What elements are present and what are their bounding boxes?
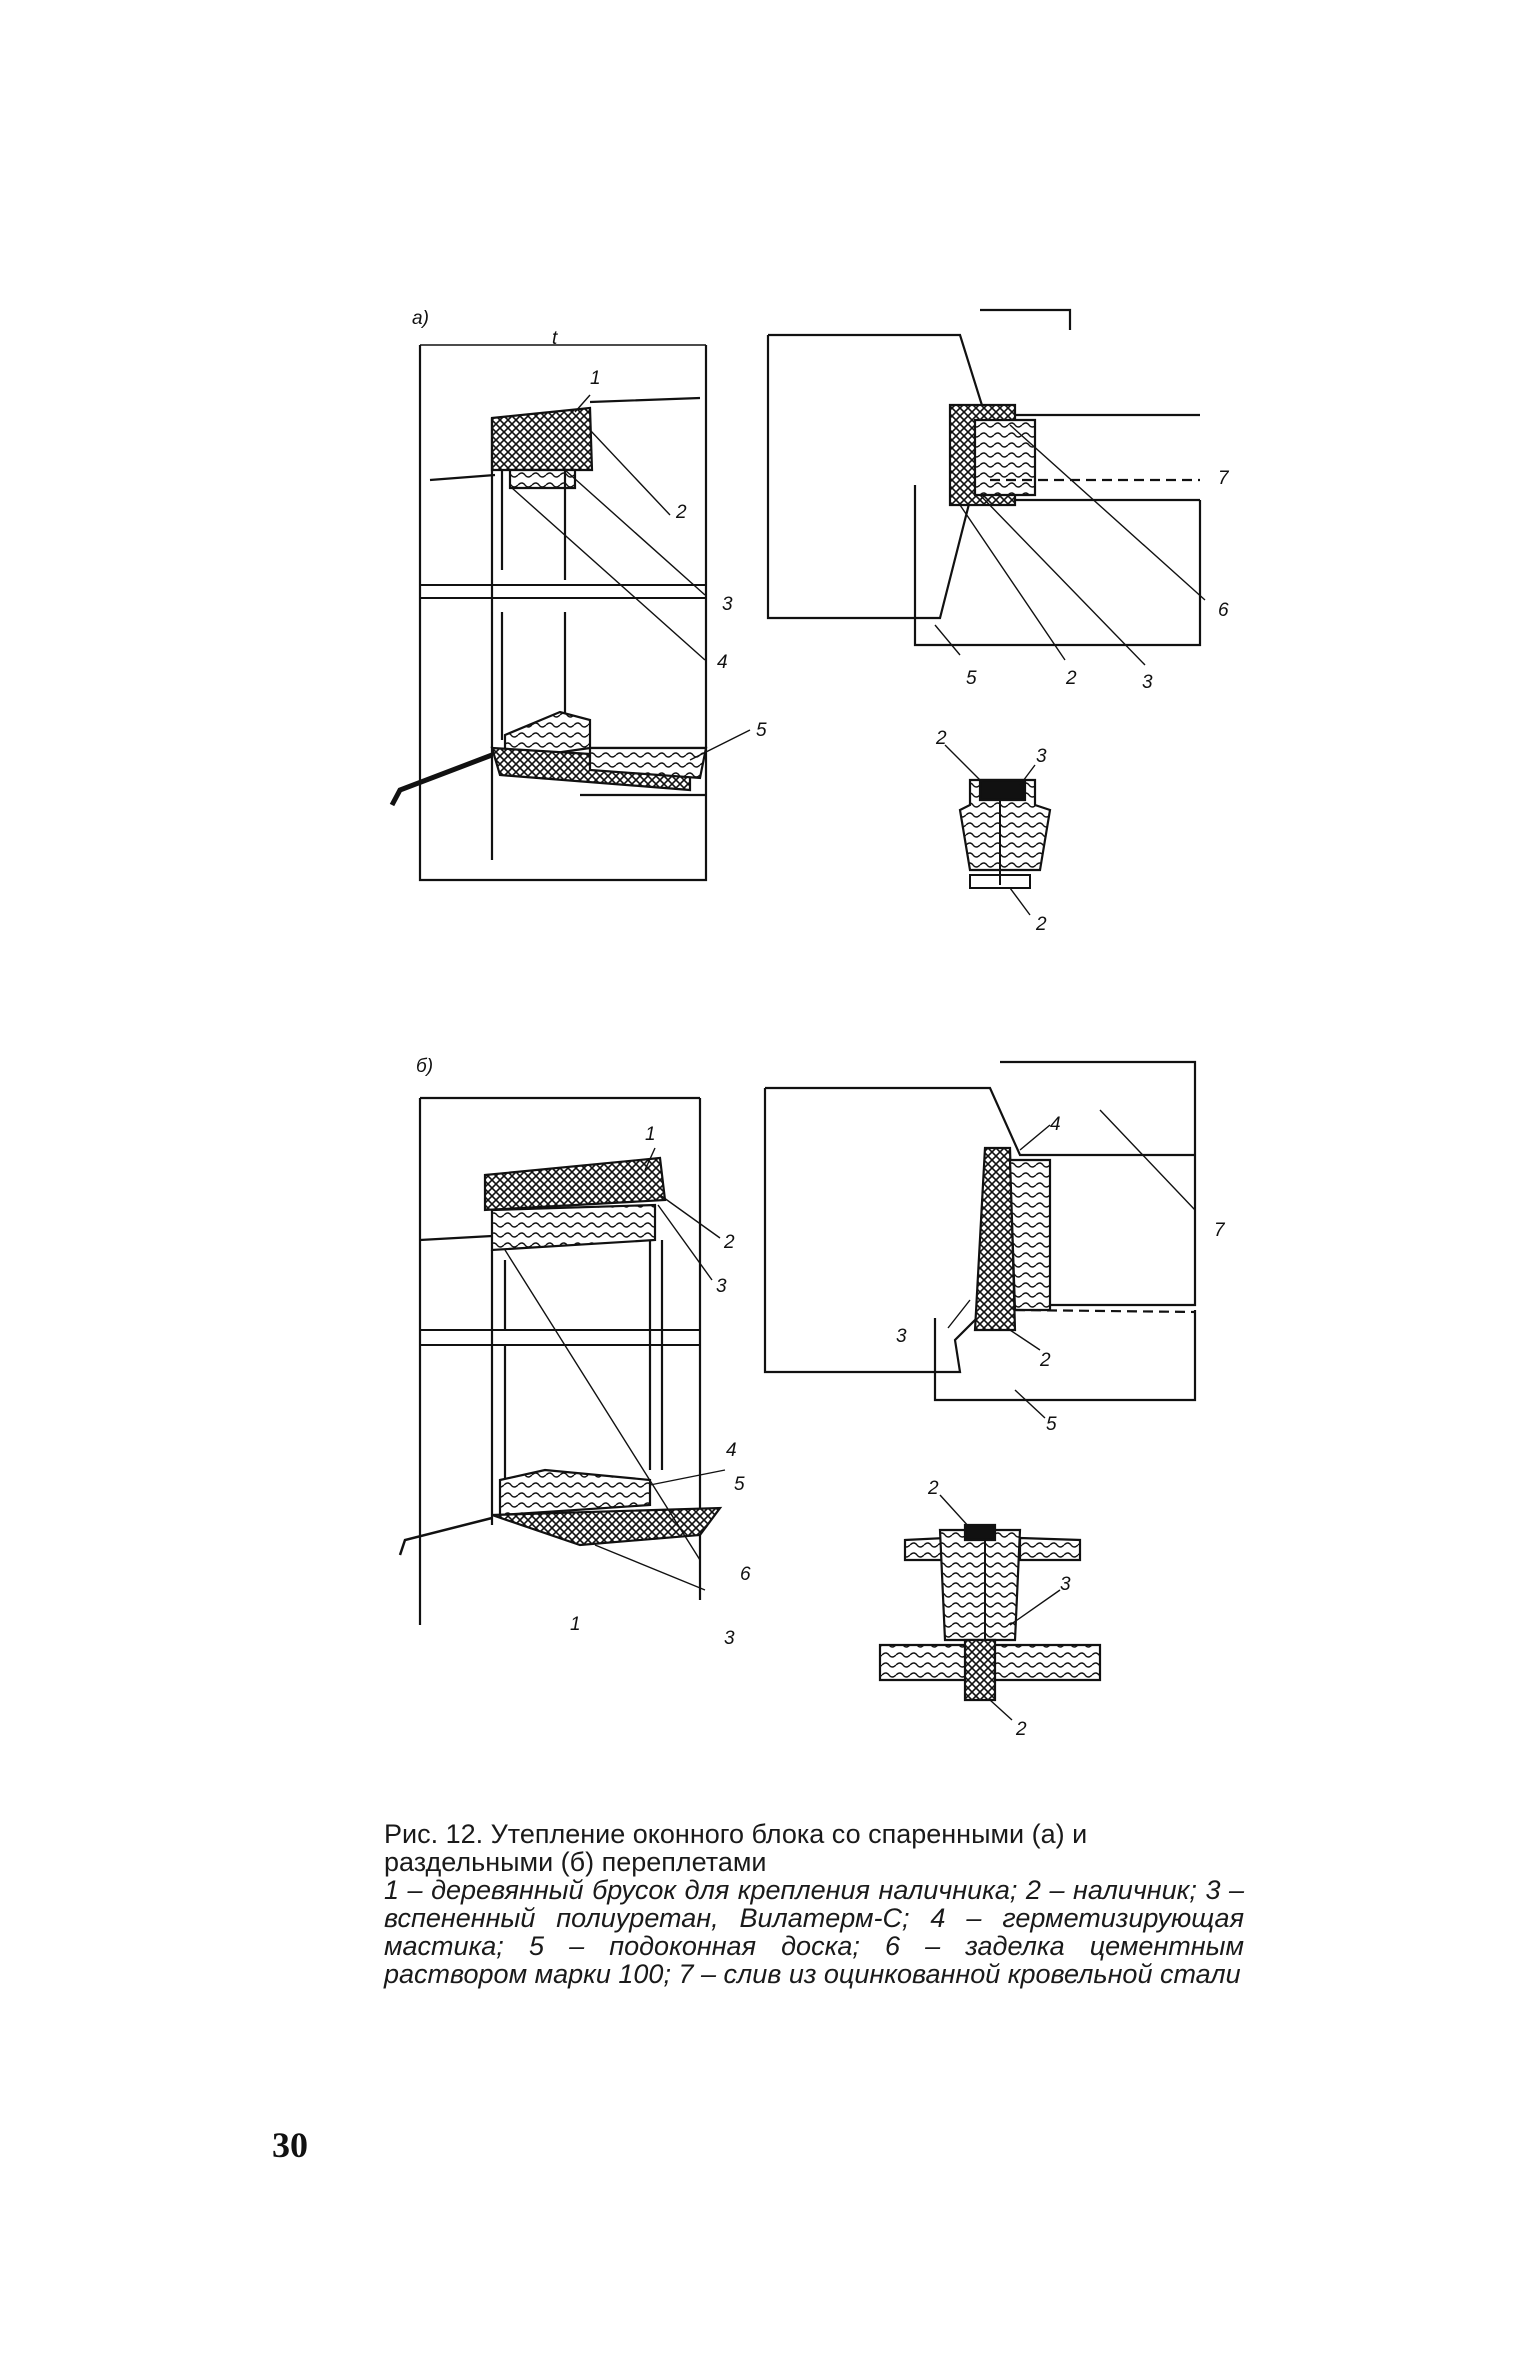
callout: 6 (740, 1564, 751, 1585)
callout: 2 (928, 1478, 939, 1499)
callout: 2 (1040, 1350, 1051, 1371)
callout: 2 (936, 728, 947, 749)
callout: 2 (1036, 914, 1047, 935)
callout: 5 (734, 1474, 745, 1495)
callout: 1 (645, 1124, 656, 1145)
callout: 3 (722, 594, 733, 615)
callout: 3 (1036, 746, 1047, 767)
figure-a-dimension: t (552, 328, 558, 349)
callout: 3 (896, 1326, 907, 1347)
figure-b (400, 1056, 1226, 1740)
callout: 4 (726, 1440, 737, 1461)
callout: 5 (1046, 1414, 1057, 1435)
callout: 2 (1066, 668, 1077, 689)
callout: 3 (1142, 672, 1153, 693)
caption-title: Рис. 12. Утепление оконного блока со спаренными (а) и раздельными (б) переплетами (384, 1819, 1088, 1877)
caption-legend (384, 1876, 1244, 1988)
callout: 3 (1060, 1574, 1071, 1595)
figure-a-label: а) (412, 308, 429, 329)
callout: 5 (966, 668, 977, 689)
page-number: 30 (272, 2125, 308, 2165)
callout: 2 (1016, 1719, 1027, 1740)
callout: 7 (1218, 468, 1229, 489)
callout: 4 (1050, 1114, 1061, 1135)
figure-caption (384, 1820, 1244, 1988)
callout: 5 (756, 720, 767, 741)
callout: 3 (724, 1628, 735, 1649)
callout: 6 (1218, 600, 1229, 621)
callout: 2 (676, 502, 687, 523)
callout: 7 (1214, 1220, 1225, 1241)
callout: 1 (570, 1614, 581, 1635)
callout: 1 (590, 368, 601, 389)
callout: 2 (724, 1232, 735, 1253)
callout: 4 (717, 652, 728, 673)
figure-a (392, 308, 1230, 935)
figure-b-label: б) (416, 1056, 434, 1077)
callout: 3 (716, 1276, 727, 1297)
caption-legend-text: 1 – деревянный брусок для крепления наличника; 2 – наличник; 3 – вспененный полиуретан, Вилатерм-С; 4 – герметизирующая мастика; 5 – подоконная доска; 6 – заделка цементным раствором марки 100; 7 – слив из оцинкованной кровельной стали (384, 1875, 1244, 1989)
